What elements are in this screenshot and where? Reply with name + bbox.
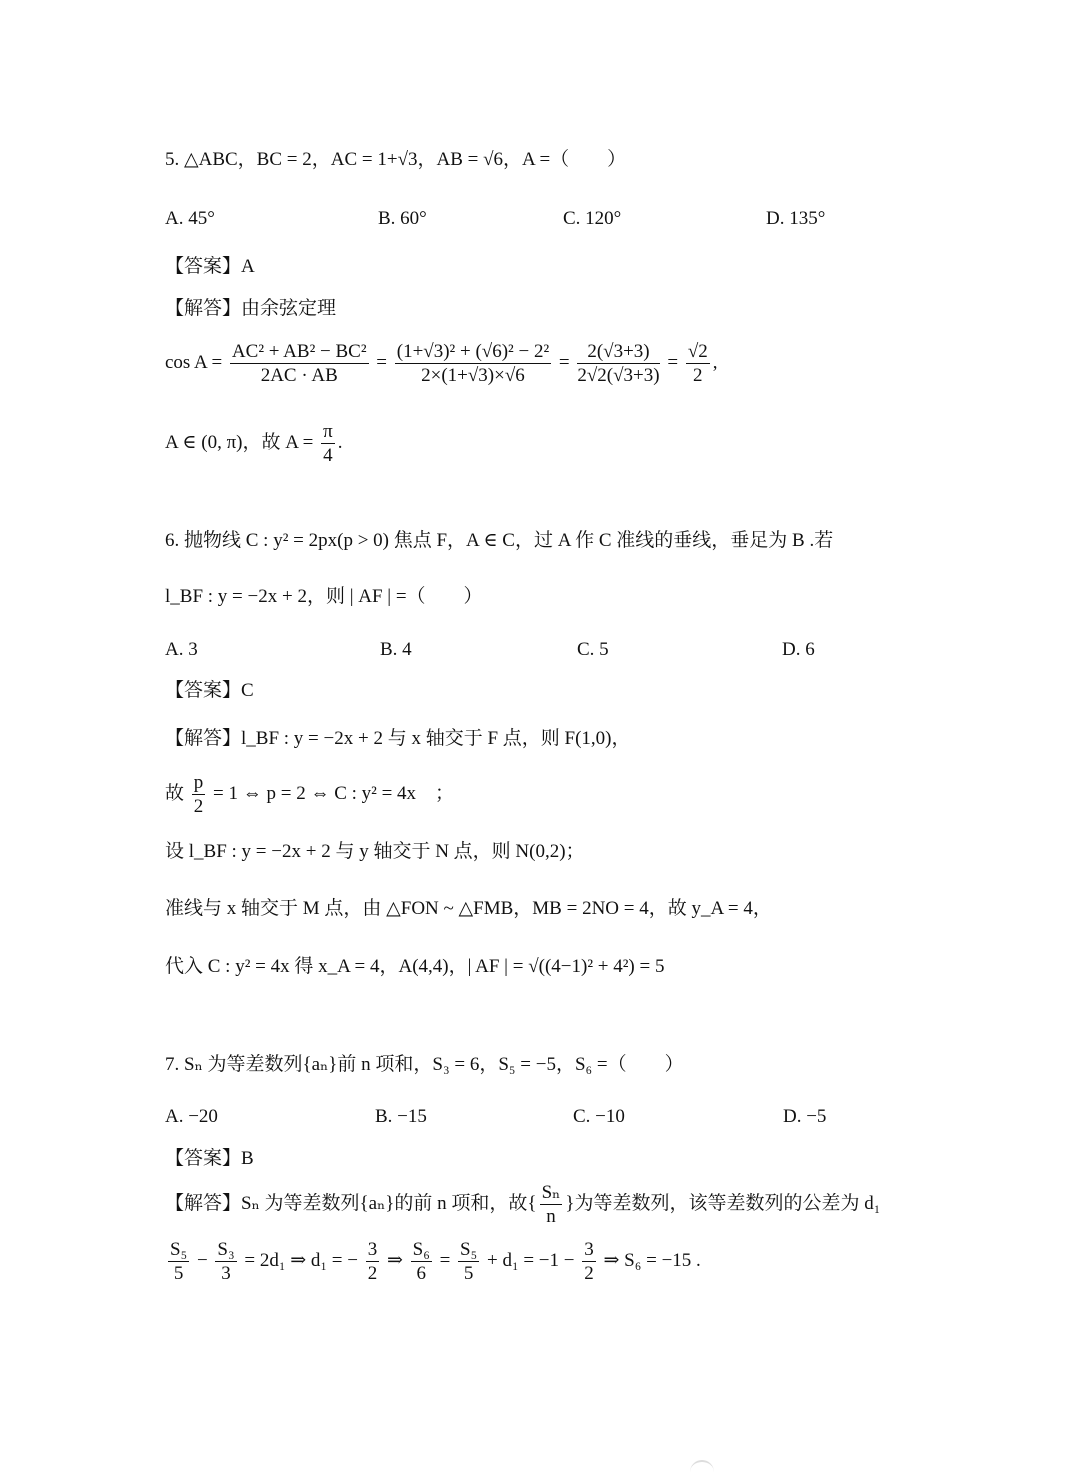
q7-frac-s5-5-b: $\frac{\text{S₅}}{5}$ [460,1239,478,1284]
q5-answer: 【答案】A [165,256,255,277]
q7-option-a: A. −20 [165,1106,218,1127]
q6-solution-3: 设 l_BF : y = −2x + 2 与 y 轴交于 N 点，则 N(0,2)； [165,841,585,862]
q6-stem-line2: l_BF : y = −2x + 2，则 | AF | =（ ） [165,586,483,607]
q7-stem: 7. Sₙ 为等差数列{aₙ}前 n 项和，S₃ = 6，S₅ = −5，S₆ =（ ） [165,1054,684,1075]
q6-option-a: A. 3 [165,639,198,660]
q5-eq-frac3: $\frac{2(√3+3)}{2√2(√3+3)}$ [577,341,660,386]
q6-option-c: C. 5 [577,639,609,660]
q5-eq-frac2: $\frac{\text{(1+√3)² + (√6)² − 2²}}{2\times(1+√3)\times√6}$ [396,341,550,386]
q6-option-d: D. 6 [782,639,815,660]
q7-option-b: B. −15 [375,1106,427,1127]
q7-frac-s6-6: $\frac{\text{S₆}}{6}$ [412,1239,430,1284]
q7-solution-1: 【解答】Sₙ 为等差数列{aₙ}的前 n 项和，故{ $\frac{\text{Sₙ}}{n}$ }为等差数列，该等差数列的公差为 d₁ [165,1182,881,1227]
q5-option-c: C. 120° [563,208,622,229]
q5-solution-intro: 【解答】由余弦定理 [165,298,337,319]
page-corner-artifact [690,1460,714,1476]
q7-frac-s5-5: $\frac{\text{S₅}}{5}$ [170,1239,188,1284]
q5-option-a: A. 45° [165,208,215,229]
q6-solution-2: 故 $\frac{p}{2}$ = 1 ⇔ p = 2 ⇔ C : y² = 4x ； [165,772,455,817]
q7-sn-over-n: $\frac{\text{Sₙ}}{n}$ [541,1182,561,1227]
q5-eq-frac4: $\frac{√2}{2}$ [687,341,708,386]
q7-frac-3-2-b: $\frac{3}{2}$ [584,1239,594,1284]
q6-solution-1: 【解答】l_BF : y = −2x + 2 与 x 轴交于 F 点，则 F(1,0)， [165,728,631,749]
q6-solution-4: 准线与 x 轴交于 M 点，由 △FON ~ △FMB，MB = 2NO = 4，故 y_A = 4， [165,898,772,919]
q5-stem: 5. △ABC，BC = 2，AC = 1+√3，AB = √6，A =（ ） [165,149,627,170]
q5-option-d: D. 135° [766,208,826,229]
q7-answer: 【答案】B [165,1148,254,1169]
q5-option-b: B. 60° [378,208,427,229]
q6-option-b: B. 4 [380,639,412,660]
q6-solution-5: 代入 C : y² = 4x 得 x_A = 4，A(4,4)，| AF | = √((4−1)² + 4²) = 5 [165,956,665,977]
q6-p-over-2: $\frac{p}{2}$ [193,772,204,817]
q7-frac-s3-3: $\frac{\text{S₃}}{3}$ [217,1239,235,1284]
q6-answer: 【答案】C [165,680,254,701]
q7-option-c: C. −10 [573,1106,625,1127]
q5-pi-over-4: $\frac{\pi}{4}$ [323,421,333,466]
q5-eq-frac1: $\frac{\text{AC² + AB² − BC²}}{2AC \cdot AB}$ [231,341,367,386]
q6-stem-line1: 6. 抛物线 C : y² = 2px(p > 0) 焦点 F，A ∈ C，过 A 作 C 准线的垂线，垂足为 B .若 [165,530,834,551]
q5-eq-lhs: cos A = [165,351,223,373]
q7-option-d: D. −5 [783,1106,827,1127]
q5-conclusion: A ∈ (0, π)，故 A = $\frac{\pi}{4}$ . [165,421,343,466]
q7-solution-2: $\frac{\text{S₅}}{5}$ − $\frac{\text{S₃}}{3}$ = 2d₁ ⇒ d₁ = − $\frac{3}{2}$ ⇒ $\frac{\text{S₆}}{6}$ = $\frac{\text{S₅}}{5}$ + d₁ = −1 − $\frac{3}{2}$ ⇒ S₆ = −15 . [170,1239,701,1284]
q5-cosine-equation: cos A = $\frac{\text{AC² + AB² − BC²}}{2AC \cdot AB}$ = $\frac{\text{(1+√3)² + (√6)² − 2²}}{2\times(1+√3)\times√6}$ = $\frac{2(√3+3)}{2√2(√3+3)}$ = $\frac{√2}{2}$ , [165,341,718,386]
q7-frac-3-2-a: $\frac{3}{2}$ [367,1239,378,1284]
